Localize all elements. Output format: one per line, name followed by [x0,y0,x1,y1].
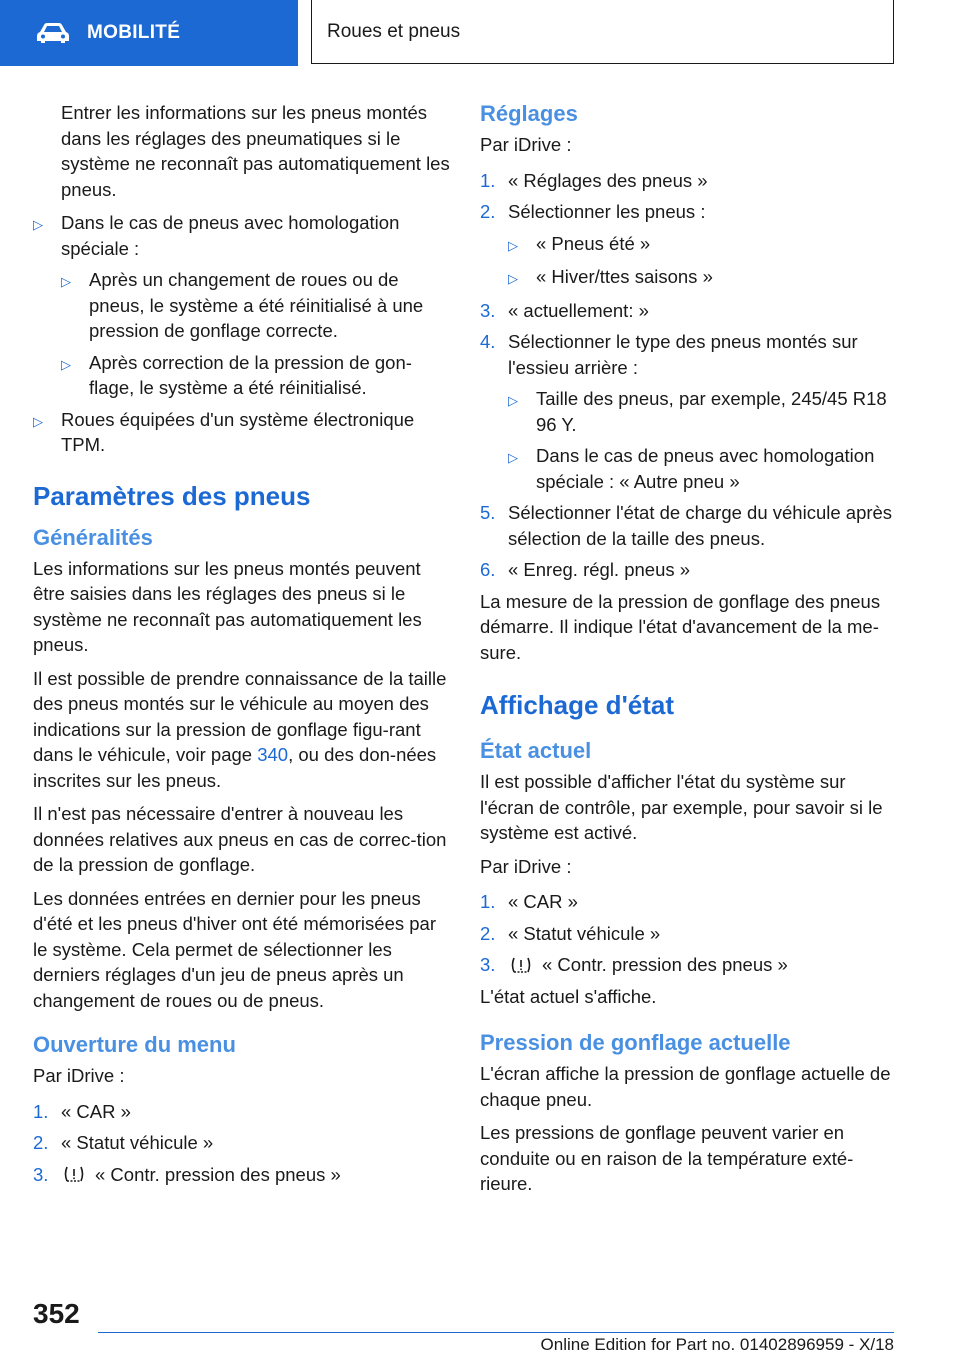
step-number: 6. [480,559,496,580]
step-number: 2. [480,201,496,222]
bullet-item [33,407,451,458]
heading-status-display: Affichage d'état [480,690,674,720]
chapter-title: Roues et pneus [327,20,461,42]
heading-general: Généralités [33,524,153,550]
sub-bullet-item [508,386,898,437]
triangle-bullet-icon: ▷ [33,413,43,429]
heading-open-menu: Ouverture du menu [33,1032,236,1057]
paragraph: Les données entrées en dernier pour les pneus d'été et les pneus d'hiver ont été mémorisées par le système. Cela permet de sélectionner les derniers réglages d'un jeu de pneus après un changement de roues ou de pneus. [33,887,436,1011]
step-number: 1. [33,1100,49,1122]
sub-bullet-text: « Pneus été » [536,232,651,254]
numbered-step [480,557,898,583]
step-text: « CAR » [508,891,578,912]
bullet-text: Dans le cas de pneus avec homologation spéciale : [61,212,400,259]
numbered-step [480,168,898,194]
numbered-step [480,329,898,380]
paragraph: L'état actuel s'affiche. [480,985,657,1007]
sub-bullet-text: Après correction de la pression de gon‐flage, le système a été réinitialisé. [89,351,412,398]
section-tab [0,0,298,66]
step-with-icon [508,952,898,978]
step-with-icon [61,1162,451,1188]
triangle-bullet-icon: ▷ [508,450,518,465]
triangle-bullet-icon: ▷ [508,393,518,408]
sub-bullet-item [508,443,898,494]
numbered-step [33,1099,451,1125]
paragraph: La mesure de la pression de gonflage des pneus démarre. Il indique l'état d'avancement de la me‐sure. [480,590,881,663]
triangle-bullet-icon: ▷ [508,271,518,286]
footer-divider [98,1332,894,1333]
step-text: Sélectionner l'état de charge du véhicule après sélection de la taille des pneus. [508,502,893,549]
bullet-text: Roues équipées d'un système électronique TPM. [61,408,415,455]
numbered-step [33,1162,451,1188]
step-text: « Contr. pression des pneus » [95,1163,341,1185]
footer-edition-text: Online Edition for Part no. 01402896959 - X/18 [540,1335,894,1354]
numbered-step [480,952,898,978]
page-link[interactable]: 340 [257,744,289,765]
sub-bullet-text: Taille des pneus, par exemple, 245/45 R18 96 Y. [536,388,887,435]
step-text: « Statut véhicule » [61,1132,214,1153]
sub-bullet-text: Dans le cas de pneus avec homologation spéciale : « Autre pneu » [536,445,875,492]
tire-pressure-warning-icon [63,1165,85,1183]
step-text: « Réglages des pneus » [508,169,708,191]
triangle-bullet-icon: ▷ [61,356,71,372]
paragraph-text: Il est possible de prendre connaissance de la taille des pneus montés sur le véhicule au moyen des indications sur la pression de gonflage figu‐rant dans le véhicule, voir page [33,667,447,765]
settings-intro: Par iDrive : [480,134,572,155]
step-text: « Contr. pression des pneus » [542,954,788,975]
numbered-step [480,889,898,915]
step-number: 5. [480,502,496,523]
left-column [33,100,451,1193]
step-number: 3. [480,954,496,975]
step-number: 1. [480,891,496,912]
menu-intro: Par iDrive : [33,1065,125,1086]
step-number: 2. [480,922,496,944]
sub-bullet-item [508,231,898,259]
paragraph: Les informations sur les pneus montés peuvent être saisies dans les réglages des pneus si le système ne reconnaît pas automatiquement les pneus. [33,557,422,655]
numbered-step [480,298,898,324]
right-column [480,100,898,1205]
paragraph-with-link [33,666,451,794]
heading-settings: Réglages [480,101,578,126]
heading-current-pressure: Pression de gonflage actuelle [480,1030,791,1055]
section-label: MOBILITÉ [87,22,181,43]
car-icon [36,22,70,44]
paragraph: Les pressions de gonflage peuvent varier en conduite ou en raison de la température exté‐rieure. [480,1122,854,1194]
triangle-bullet-icon: ▷ [508,237,518,253]
page-number: 352 [33,1298,80,1329]
step-number: 3. [33,1163,49,1185]
step-number: 4. [480,331,496,352]
sub-bullet-item [61,350,451,401]
numbered-step [33,1130,451,1156]
step-text: « Statut véhicule » [508,922,661,944]
chapter-title-box [311,0,894,64]
sub-bullet-text: « Hiver/ttes saisons » [536,266,713,287]
step-number: 3. [480,299,496,321]
paragraph: Il est possible d'afficher l'état du système sur l'écran de contrôle, par exemple, pour savoir si le système est activé. [480,771,883,843]
step-text: « CAR » [61,1100,131,1122]
step-number: 1. [480,169,496,191]
heading-current-status: État actuel [480,738,592,763]
step-number: 2. [33,1132,49,1153]
sub-bullet-item [508,264,898,292]
numbered-step [480,199,898,225]
triangle-bullet-icon: ▷ [33,217,43,232]
sub-bullet-item [61,267,451,344]
bullet-item [33,210,451,261]
step-text: « actuellement: » [508,299,649,321]
paragraph-text: , ou des don‐nées inscrites sur les pneus. [33,744,437,791]
triangle-bullet-icon: ▷ [61,274,71,289]
tire-pressure-warning-icon [510,956,532,974]
sub-bullet-text: Après un changement de roues ou de pneus, le système a été réinitialisé à une pression de gonflage correcte. [89,269,424,341]
step-text: Sélectionner les pneus : [508,201,706,222]
paragraph: Il n'est pas nécessaire d'entrer à nouveau les données relatives aux pneus en cas de correc‐tion de la pression de gonflage. [33,803,447,875]
step-text: « Enreg. régl. pneus » [508,559,691,580]
intro-indented-text: Entrer les informations sur les pneus montés dans les réglages des pneumatiques si le système ne reconnaît pas automatiquement les pneus. [61,102,450,200]
step-text: Sélectionner le type des pneus montés sur l'essieu arrière : [508,331,858,378]
numbered-step [480,921,898,947]
current-intro: Par iDrive : [480,855,572,877]
heading-tire-parameters: Paramètres des pneus [33,480,311,511]
paragraph: L'écran affiche la pression de gonflage actuelle de chaque pneu. [480,1063,891,1110]
numbered-step [480,500,898,551]
